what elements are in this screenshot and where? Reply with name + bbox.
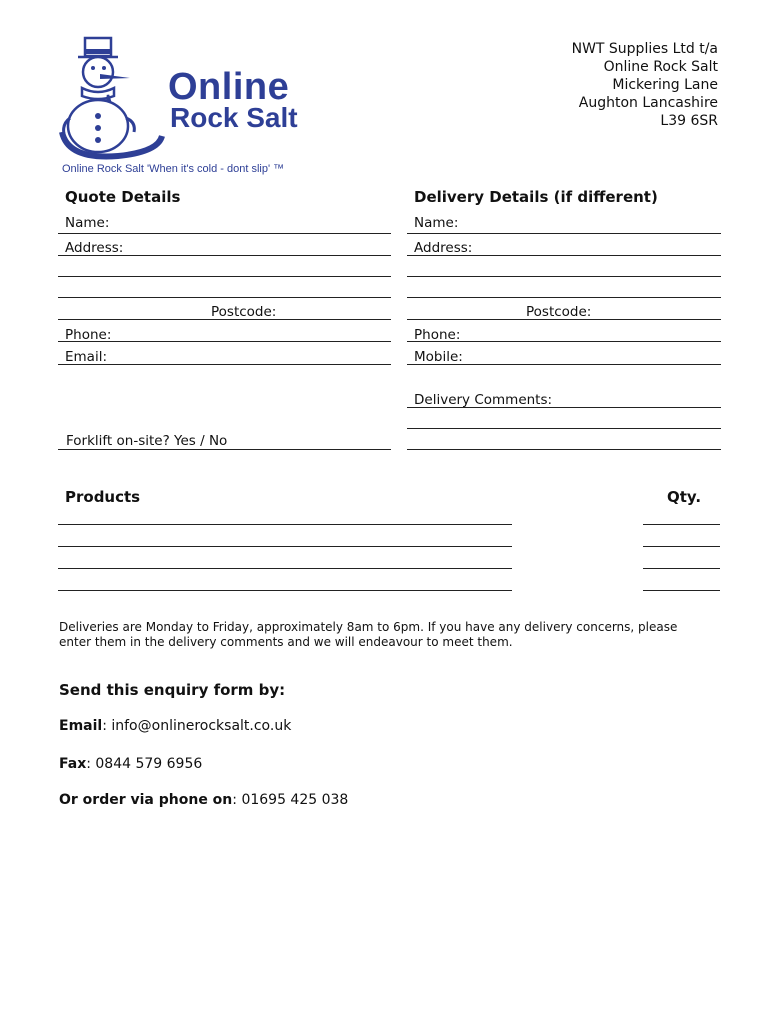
qty-field-3[interactable] <box>643 568 720 569</box>
delivery-comments-field-2[interactable] <box>407 428 721 429</box>
delivery-postcode-label: Postcode: <box>526 304 592 320</box>
quote-address-field-1[interactable] <box>58 255 391 256</box>
quote-name-field[interactable] <box>58 233 391 234</box>
delivery-postcode-field[interactable] <box>407 319 721 320</box>
quote-postcode-field[interactable] <box>58 319 391 320</box>
brand-tagline: Online Rock Salt 'When it's cold - dont slip' ™ <box>62 163 285 175</box>
phone-contact <box>59 792 348 808</box>
phone-value: : 01695 425 038 <box>232 792 349 808</box>
quote-email-field[interactable] <box>58 364 391 365</box>
quote-address-field-2[interactable] <box>58 276 391 277</box>
delivery-name-field[interactable] <box>407 233 721 234</box>
quote-address-label: Address: <box>65 240 124 256</box>
email-value[interactable]: : info@onlinerocksalt.co.uk <box>102 718 292 734</box>
address-line: Online Rock Salt <box>603 59 718 75</box>
delivery-comments-field-3[interactable] <box>407 449 721 450</box>
address-line: NWT Supplies Ltd t/a <box>571 41 718 57</box>
company-address <box>572 40 718 130</box>
delivery-name-label: Name: <box>414 215 459 231</box>
delivery-address-label: Address: <box>414 240 473 256</box>
brand-name-line2: Rock Salt <box>170 102 298 133</box>
address-line: Aughton Lancashire <box>578 95 718 111</box>
delivery-comments-label: Delivery Comments: <box>414 392 553 408</box>
snowman-logo-icon <box>58 32 168 160</box>
phone-label: Or order via phone on <box>59 792 233 808</box>
quote-address-field-3[interactable] <box>58 297 391 298</box>
product-field-4[interactable] <box>58 590 512 591</box>
address-line: Mickering Lane <box>612 77 718 93</box>
email-contact <box>59 718 291 734</box>
brand-name-line1: Online <box>168 66 290 108</box>
product-field-3[interactable] <box>58 568 512 569</box>
delivery-address-field-1[interactable] <box>407 255 721 256</box>
product-field-2[interactable] <box>58 546 512 547</box>
quote-details-heading: Quote Details <box>65 188 181 206</box>
product-field-1[interactable] <box>58 524 512 525</box>
quote-name-label: Name: <box>65 215 110 231</box>
qty-field-1[interactable] <box>643 524 720 525</box>
qty-field-2[interactable] <box>643 546 720 547</box>
forklift-label: Forklift on-site? Yes / No <box>66 433 228 449</box>
delivery-address-field-3[interactable] <box>407 297 721 298</box>
fax-contact <box>59 756 202 772</box>
fax-label: Fax <box>59 756 87 772</box>
products-heading: Products <box>65 488 141 506</box>
address-line: L39 6SR <box>660 113 718 129</box>
quote-postcode-label: Postcode: <box>211 304 277 320</box>
quote-email-label: Email: <box>65 349 108 365</box>
delivery-notice: Deliveries are Monday to Friday, approximately 8am to 6pm. If you have any delivery concerns, please enter them in the delivery comments and we will endeavour to meet them. <box>59 620 678 649</box>
quote-phone-field[interactable] <box>58 341 391 342</box>
forklift-field[interactable] <box>58 449 391 450</box>
delivery-phone-field[interactable] <box>407 341 721 342</box>
delivery-details-heading: Delivery Details (if different) <box>414 188 658 206</box>
delivery-phone-label: Phone: <box>414 327 461 343</box>
delivery-address-field-2[interactable] <box>407 276 721 277</box>
email-label: Email <box>59 718 103 734</box>
qty-heading: Qty. <box>667 488 702 506</box>
delivery-mobile-field[interactable] <box>407 364 721 365</box>
qty-field-4[interactable] <box>643 590 720 591</box>
send-heading: Send this enquiry form by: <box>59 681 286 699</box>
delivery-comments-field-1[interactable] <box>407 407 721 408</box>
fax-value: : 0844 579 6956 <box>86 756 203 772</box>
quote-phone-label: Phone: <box>65 327 112 343</box>
delivery-mobile-label: Mobile: <box>414 349 463 365</box>
